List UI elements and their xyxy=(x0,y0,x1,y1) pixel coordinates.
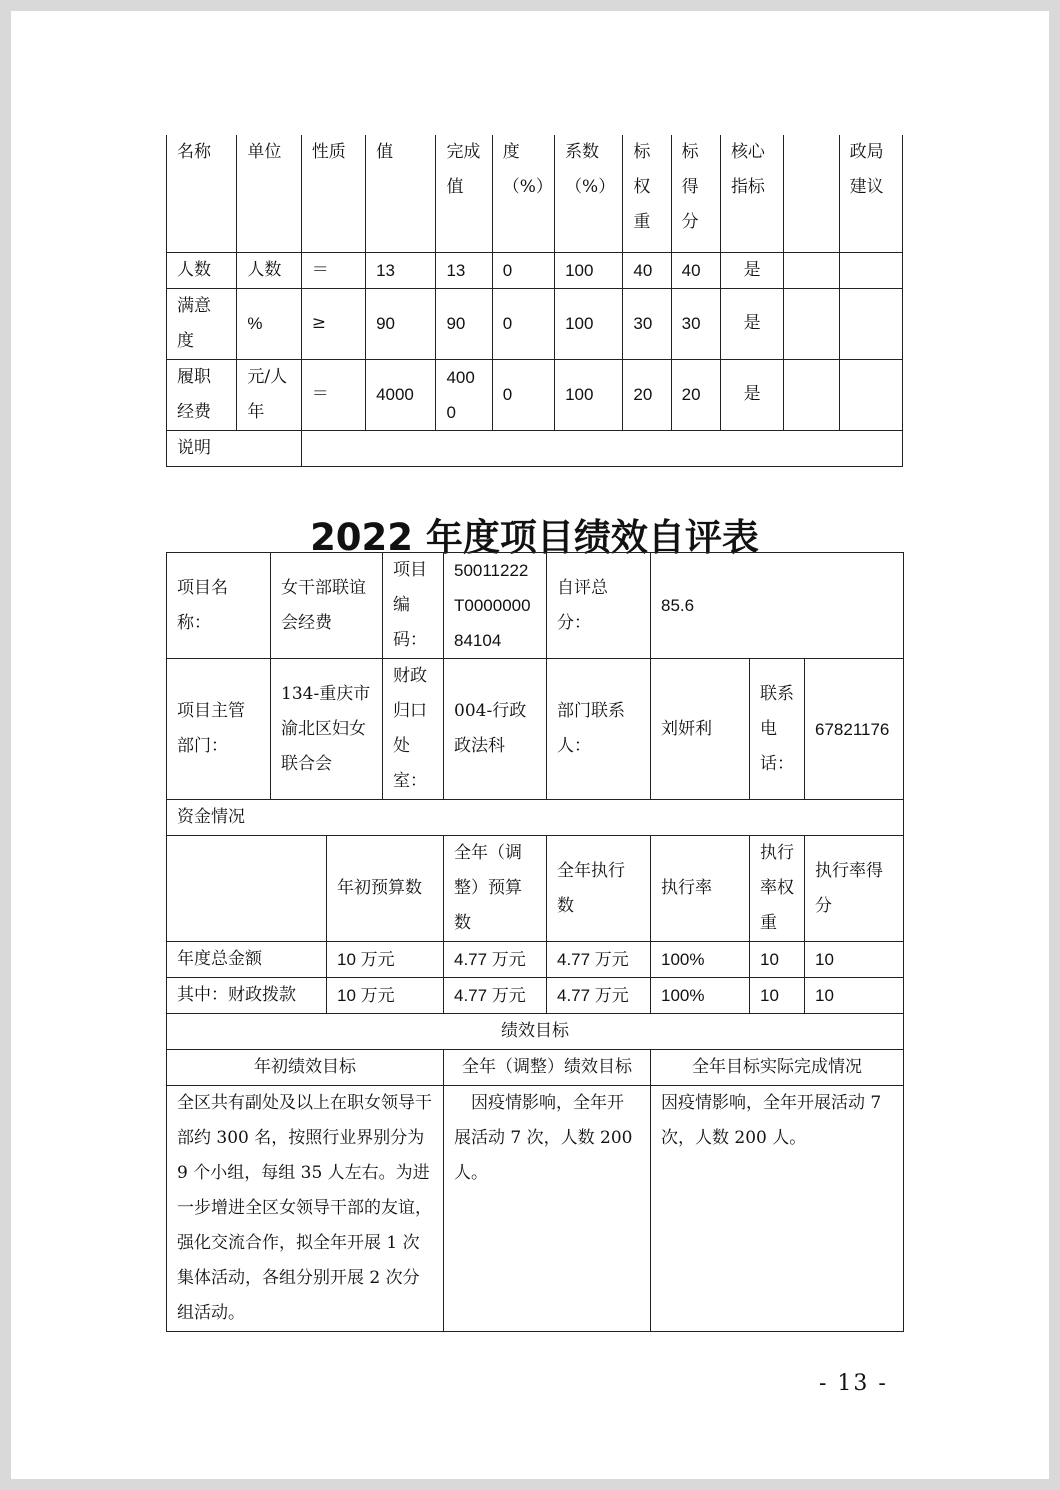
table-cell: 30 xyxy=(671,288,720,359)
funds-cell: 年度总金额 xyxy=(167,942,327,978)
table-cell: 履职经费 xyxy=(167,359,237,430)
funds-cell: 10 xyxy=(750,978,805,1014)
project-info-row xyxy=(167,553,904,659)
funds-cell: 4.77 万元 xyxy=(547,978,651,1014)
funds-section-row xyxy=(167,800,904,836)
funds-header-row xyxy=(167,836,904,942)
table-cell: 100 xyxy=(555,252,623,288)
header-cell: 政局建议 xyxy=(839,135,902,252)
header-cell: 标得分 xyxy=(671,135,720,252)
indicator-table xyxy=(166,135,903,467)
table-cell: ＝ xyxy=(301,359,365,430)
goals-section-label: 绩效目标 xyxy=(167,1014,904,1050)
header-cell: 系数（%） xyxy=(555,135,623,252)
table-cell: 4000 xyxy=(366,359,436,430)
goals-section-row xyxy=(167,1014,904,1050)
table-cell: 是 xyxy=(720,359,783,430)
table-cell: 40 xyxy=(671,252,720,288)
table-cell: 100 xyxy=(555,288,623,359)
header-cell xyxy=(784,135,839,252)
funds-cell: 4.77 万元 xyxy=(444,942,547,978)
project-code-label: 项目编码： xyxy=(383,553,444,659)
header-cell: 标权重 xyxy=(623,135,671,252)
table-cell: % xyxy=(237,288,301,359)
funds-cell: 10 xyxy=(750,942,805,978)
header-cell: 值 xyxy=(366,135,436,252)
table-cell: 4000 xyxy=(436,359,492,430)
table-cell: 0 xyxy=(492,359,554,430)
contact-label: 部门联系人： xyxy=(547,659,651,800)
actual-completion-text: 因疫情影响，全年开展活动 7 次，人数 200 人。 xyxy=(651,1086,904,1332)
table-row xyxy=(167,942,904,978)
funds-header-cell: 年初预算数 xyxy=(327,836,444,942)
header-cell: 完成值 xyxy=(436,135,492,252)
phone-label: 联系电话： xyxy=(750,659,805,800)
table-cell xyxy=(784,359,839,430)
funds-cell: 10 xyxy=(805,978,904,1014)
initial-goal-text: 全区共有副处及以上在职女领导干部约 300 名，按照行业界别分为 9 个小组，每组 35 人左右。为进一步增进全区女领导干部的友谊，强化交流合作，拟全年开展 1 次集体活动，各组分别开展 2 次分组活动。 xyxy=(167,1086,444,1332)
goals-header-cell: 全年（调整）绩效目标 xyxy=(444,1050,651,1086)
funds-header-cell: 执行率 xyxy=(651,836,750,942)
funds-header-cell xyxy=(167,836,327,942)
header-cell: 单位 xyxy=(237,135,301,252)
table-row xyxy=(167,359,903,430)
funds-cell: 10 xyxy=(805,942,904,978)
table-cell xyxy=(839,288,902,359)
note-label: 说明 xyxy=(167,430,302,466)
header-cell: 度（%） xyxy=(492,135,554,252)
funds-cell: 100% xyxy=(651,942,750,978)
table-cell: 人数 xyxy=(237,252,301,288)
table-cell: 满意度 xyxy=(167,288,237,359)
self-evaluation-table xyxy=(166,552,904,1332)
table-cell: 90 xyxy=(366,288,436,359)
funds-cell: 4.77 万元 xyxy=(444,978,547,1014)
table-cell xyxy=(784,252,839,288)
self-score-label: 自评总分： xyxy=(547,553,651,659)
note-value xyxy=(301,430,902,466)
indicator-header-row xyxy=(167,135,903,252)
table-cell: 30 xyxy=(623,288,671,359)
table-row xyxy=(167,288,903,359)
goals-header-cell: 全年目标实际完成情况 xyxy=(651,1050,904,1086)
funds-header-cell: 执行率得分 xyxy=(805,836,904,942)
self-score-value: 85.6 xyxy=(651,553,904,659)
finance-office-value: 004-行政政法科 xyxy=(444,659,547,800)
adjusted-goal-text: 因疫情影响，全年开展活动 7 次，人数 200 人。 xyxy=(444,1086,651,1332)
table-row xyxy=(167,252,903,288)
table-cell: 13 xyxy=(436,252,492,288)
phone-value: 67821176 xyxy=(805,659,904,800)
funds-cell: 100% xyxy=(651,978,750,1014)
goals-header-row xyxy=(167,1050,904,1086)
finance-office-label: 财政归口处室： xyxy=(383,659,444,800)
table-cell xyxy=(839,252,902,288)
table-cell: 0 xyxy=(492,288,554,359)
header-cell: 性质 xyxy=(301,135,365,252)
table-cell: 是 xyxy=(720,288,783,359)
table-cell: 0 xyxy=(492,252,554,288)
note-row xyxy=(167,430,903,466)
funds-cell: 10 万元 xyxy=(327,978,444,1014)
department-row xyxy=(167,659,904,800)
table-cell: 元/人年 xyxy=(237,359,301,430)
funds-header-cell: 全年（调整）预算数 xyxy=(444,836,547,942)
header-cell: 名称 xyxy=(167,135,237,252)
project-name-label: 项目名称： xyxy=(167,553,271,659)
table-cell: 20 xyxy=(671,359,720,430)
project-name-value: 女干部联谊会经费 xyxy=(271,553,383,659)
dept-value: 134-重庆市渝北区妇女联合会 xyxy=(271,659,383,800)
table-cell: 90 xyxy=(436,288,492,359)
table-row xyxy=(167,978,904,1014)
funds-header-cell: 执行率权重 xyxy=(750,836,805,942)
table-cell: 40 xyxy=(623,252,671,288)
document-page xyxy=(11,11,1049,1479)
goals-header-cell: 年初绩效目标 xyxy=(167,1050,444,1086)
funds-header-cell: 全年执行数 xyxy=(547,836,651,942)
funds-section-label: 资金情况 xyxy=(167,800,904,836)
page-number: - 13 - xyxy=(819,1371,888,1396)
table-cell: 100 xyxy=(555,359,623,430)
funds-cell: 4.77 万元 xyxy=(547,942,651,978)
project-code-value: 50011222T000000084104 xyxy=(444,553,547,659)
table-cell xyxy=(839,359,902,430)
table-cell: 是 xyxy=(720,252,783,288)
funds-cell: 10 万元 xyxy=(327,942,444,978)
table-cell: ＝ xyxy=(301,252,365,288)
dept-label: 项目主管部门： xyxy=(167,659,271,800)
table-cell: 20 xyxy=(623,359,671,430)
table-cell: 人数 xyxy=(167,252,237,288)
funds-cell: 其中：财政拨款 xyxy=(167,978,327,1014)
contact-value: 刘妍利 xyxy=(651,659,750,800)
table-cell: 13 xyxy=(366,252,436,288)
table-cell: ≥ xyxy=(301,288,365,359)
page-title: 2022 年度项目绩效自评表 xyxy=(310,516,759,559)
goals-content-row xyxy=(167,1086,904,1332)
table-cell xyxy=(784,288,839,359)
header-cell: 核心指标 xyxy=(720,135,783,252)
